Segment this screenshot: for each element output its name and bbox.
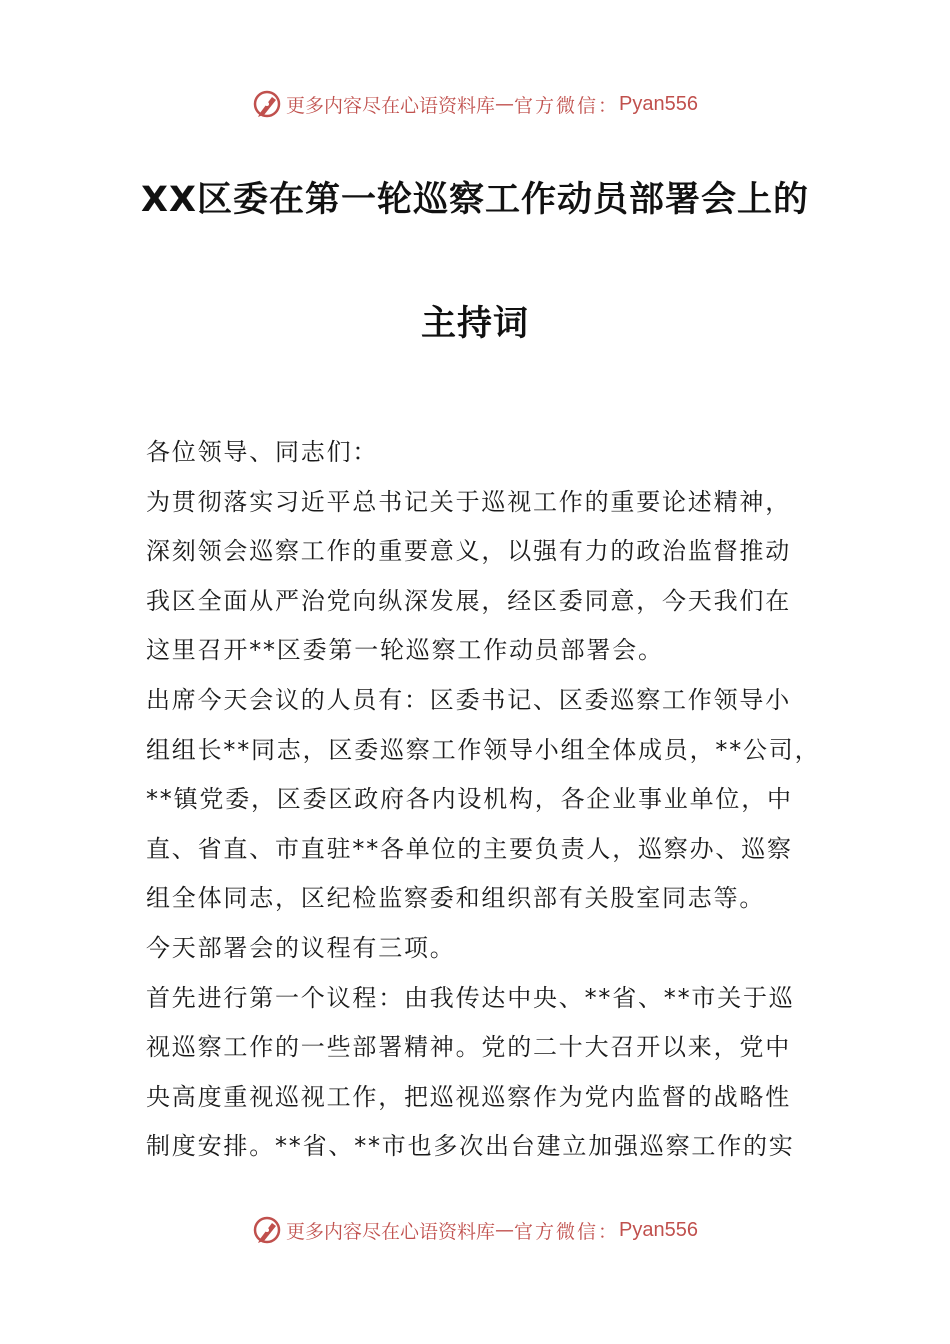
banner-wechat-label: 官方微信： — [514, 94, 620, 117]
body-line: 出席今天会议的人员有：区委书记、区委巡察工作领导小 — [146, 685, 791, 714]
header-banner — [0, 84, 950, 124]
body-line: 各位领导、同志们： — [146, 438, 379, 466]
body-line: 直、省直、市直驻**各单位的主要负责人，巡察办、巡察 — [146, 834, 793, 863]
pen-logo-icon — [252, 1215, 282, 1245]
body-line: 组组长**同志，区委巡察工作领导小组全体成员，**公司， — [146, 735, 821, 764]
body-line: **镇党委，区委区政府各内设机构，各企业事业单位，中 — [146, 785, 793, 814]
body-line: 视巡察工作的一些部署精神。党的二十大召开以来，党中 — [146, 1033, 791, 1062]
body-line: 央高度重视巡视工作，把巡视巡察作为党内监督的战略性 — [146, 1082, 791, 1111]
banner-wechat-label: 官方微信： — [514, 1220, 620, 1243]
banner-main-text: 更多内容尽在心语资料库 — [286, 1220, 496, 1243]
banner-main-text: 更多内容尽在心语资料库 — [286, 94, 496, 117]
footer-banner — [0, 1210, 950, 1250]
pen-logo-icon — [252, 89, 282, 119]
banner-dash: — — [495, 1219, 515, 1241]
body-line: 这里召开**区委第一轮巡察工作动员部署会。 — [146, 636, 664, 665]
document-title-line-1: XX区委在第一轮巡察工作动员部署会上的 — [141, 180, 809, 220]
body-line: 今天部署会的议程有三项。 — [146, 933, 456, 962]
body-line: 组全体同志，区纪检监察委和组织部有关股室同志等。 — [146, 884, 766, 913]
body-line: 为贯彻落实习近平总书记关于巡视工作的重要论述精神， — [146, 487, 791, 516]
body-line: 我区全面从严治党向纵深发展，经区委同意，今天我们在 — [146, 586, 791, 615]
banner-dash: — — [495, 93, 515, 115]
body-line: 首先进行第一个议程：由我传达中央、**省、**市关于巡 — [146, 983, 795, 1012]
banner-wechat-id: Pyan556 — [619, 92, 698, 115]
banner-wechat-id: Pyan556 — [619, 1218, 698, 1241]
body-line: 制度安排。**省、**市也多次出台建立加强巡察工作的实 — [146, 1132, 795, 1161]
document-body — [146, 428, 821, 1172]
body-line: 深刻领会巡察工作的重要意义，以强有力的政治监督推动 — [146, 537, 791, 566]
document-title-line-2: 主持词 — [420, 304, 529, 344]
